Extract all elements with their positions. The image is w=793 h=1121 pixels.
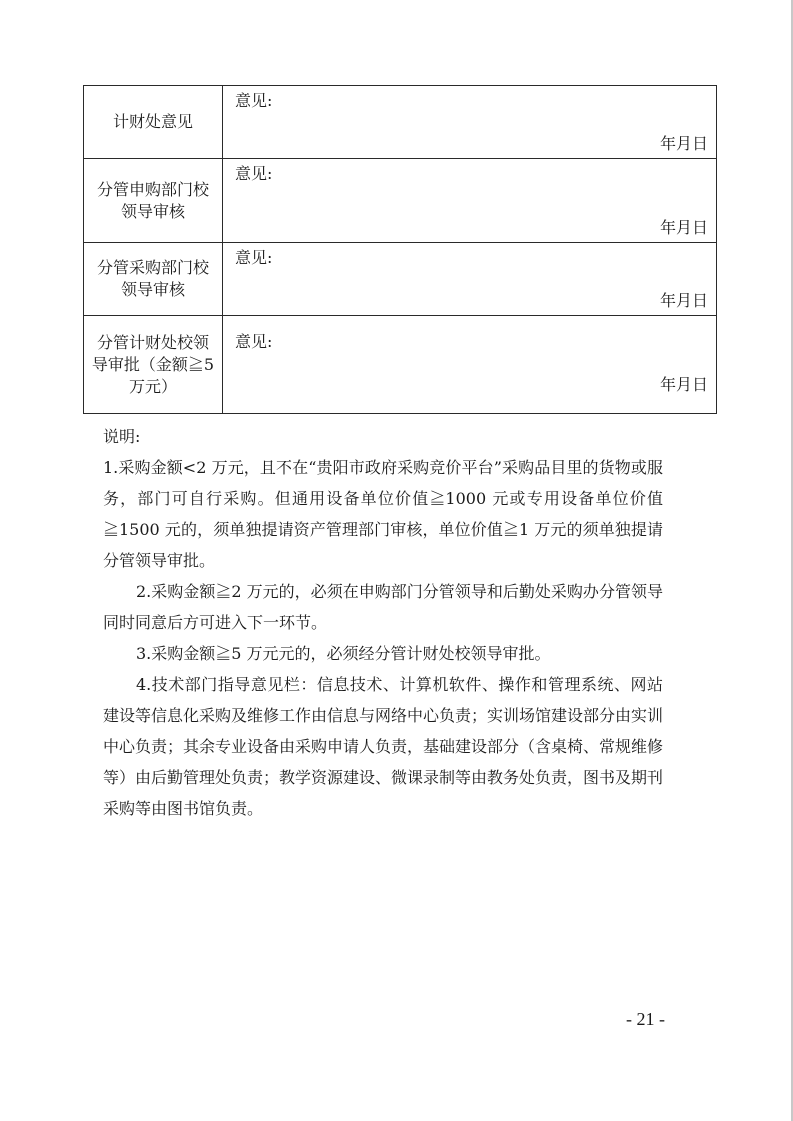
row-label-purchasing-dept-leader: 分管采购部门校领导审核 bbox=[84, 243, 223, 316]
row-label-requesting-dept-leader: 分管申购部门校领导审核 bbox=[84, 159, 223, 243]
date-label: 年月日 bbox=[659, 375, 708, 394]
opinion-label: 意见: bbox=[235, 332, 273, 351]
page-number: - 21 - bbox=[626, 1009, 665, 1029]
opinion-label: 意见: bbox=[235, 248, 273, 267]
notes-heading: 说明: bbox=[103, 427, 141, 446]
date-label: 年月日 bbox=[659, 218, 708, 237]
date-label: 年月日 bbox=[659, 134, 708, 153]
note-item-4: 4.技术部门指导意见栏：信息技术、计算机软件、操作和管理系统、网站建设等信息化采购及维修工作由信息与网络中心负责；实训场馆建设部分由实训中心负责；其余专业设备由采购申请人负责，基础建设部分（含桌椅、常规维修等）由后勤管理处负责；教学资源建设、微课录制等由教务处负责，图书及期刊采购等由图书馆负责。 bbox=[103, 675, 664, 818]
table-row bbox=[84, 243, 717, 316]
opinion-label: 意见: bbox=[235, 164, 273, 183]
opinion-label: 意见: bbox=[235, 91, 273, 110]
note-item-1: 1.采购金额<2 万元，且不在“贵阳市政府采购竞价平台”采购品目里的货物或服务，部门可自行采购。但通用设备单位价值≧1000 元或专用设备单位价值≧1500 元的，须单独提请资产管理部门审核，单位价值≧1 万元的须单独提请分管领导审批。 bbox=[103, 458, 663, 570]
approval-table bbox=[83, 85, 717, 414]
row-label-finance-office: 计财处意见 bbox=[84, 86, 223, 159]
opinion-cell bbox=[223, 159, 717, 243]
row-label-finance-leader-approval: 分管计财处校领导审批（金额≧5 万元） bbox=[84, 316, 223, 414]
note-item-2: 2.采购金额≧2 万元的，必须在申购部门分管领导和后勤处采购办分管领导同时同意后方可进入下一环节。 bbox=[103, 582, 663, 632]
table-row bbox=[84, 159, 717, 243]
opinion-cell bbox=[223, 243, 717, 316]
opinion-cell bbox=[223, 316, 717, 414]
note-item-3: 3.采购金额≧5 万元元的，必须经分管计财处校领导审批。 bbox=[136, 644, 551, 663]
table-row bbox=[84, 316, 717, 414]
date-label: 年月日 bbox=[659, 291, 708, 310]
opinion-cell bbox=[223, 86, 717, 159]
notes-section bbox=[103, 421, 663, 824]
table-row bbox=[84, 86, 717, 159]
